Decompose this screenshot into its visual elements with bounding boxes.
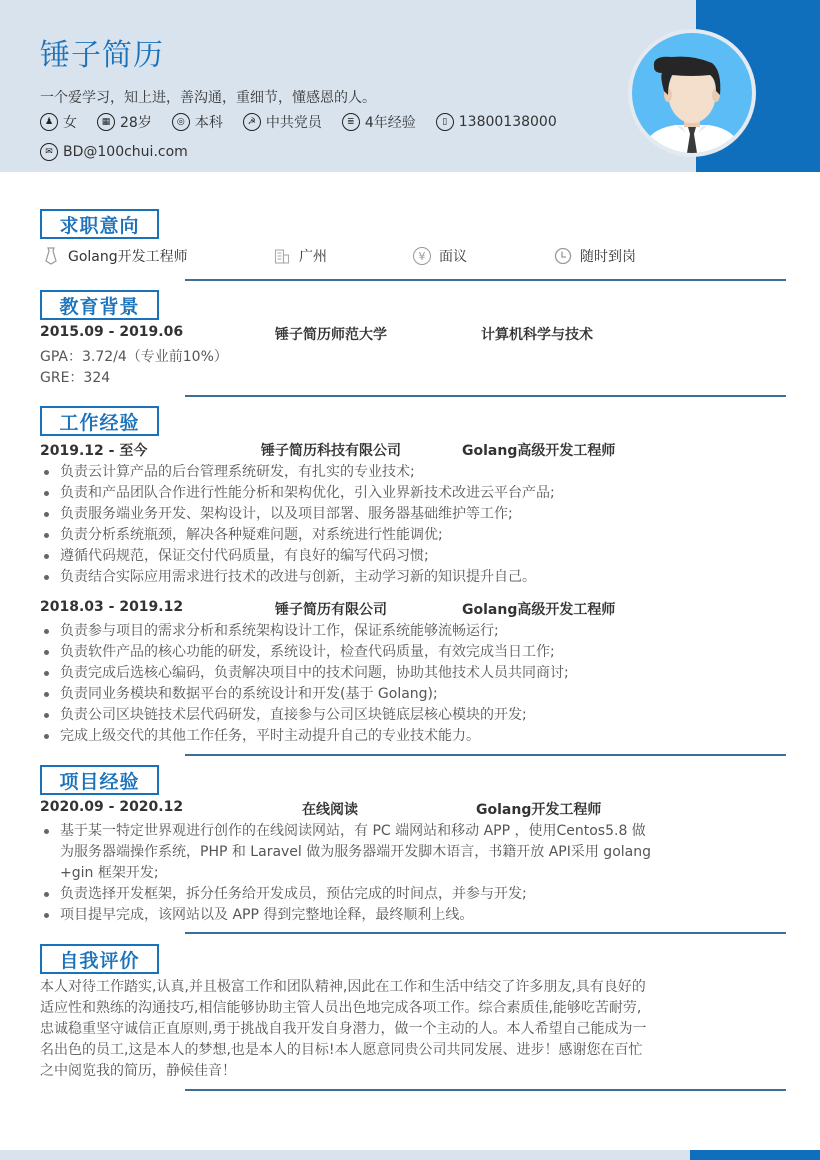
project-period: 2020.09 - 2020.12 — [40, 799, 184, 815]
section-divider — [185, 754, 786, 756]
politics-value: 中共党员 — [265, 115, 322, 131]
building-icon — [273, 247, 291, 265]
section-divider — [185, 279, 786, 281]
intent-position-value: Golang开发工程师 — [68, 249, 188, 265]
list-item: 负责分析系统瓶颈，解决各种疑难问题，对系统进行性能调优; — [40, 525, 660, 546]
intent-availability-value: 随时到岗 — [580, 249, 636, 265]
footer-accent-block — [690, 1150, 820, 1160]
intent-city-value: 广州 — [299, 249, 327, 265]
list-item: 负责云计算产品的后台管理系统研发，有扎实的专业技术; — [40, 462, 660, 483]
work-position: Golang高级开发工程师 — [462, 443, 616, 459]
list-item: 负责和产品团队合作进行性能分析和架构优化，引入业界新技术改进云平台产品; — [40, 483, 660, 504]
list-item: 项目提早完成，该网站以及 APP 得到完整地诠释，最终顺利上线。 — [40, 905, 652, 926]
experience-icon: ≣ — [342, 113, 360, 131]
personal-info-row — [40, 111, 577, 133]
education-major: 计算机科学与技术 — [481, 327, 593, 343]
phone-icon: ▯ — [436, 113, 454, 131]
info-age — [97, 112, 152, 132]
job-intent-row — [40, 246, 780, 268]
education-gpa: GPA：3.72/4（专业前10%） — [40, 349, 228, 365]
list-item: 负责软件产品的核心功能的研发，系统设计，检查代码质量，有效完成当日工作; — [40, 642, 660, 663]
info-experience — [342, 112, 416, 132]
yen-icon: ¥ — [413, 247, 431, 265]
email-value[interactable]: BD@100chui.com — [63, 144, 188, 160]
info-politics — [243, 112, 322, 132]
info-degree — [172, 112, 223, 132]
birthday-icon: ▦ — [97, 113, 115, 131]
work-company: 锤子简历有限公司 — [275, 602, 387, 618]
list-item: 负责完成后选核心编码，负责解决项目中的技术问题，协助其他技术人员共同商讨; — [40, 663, 660, 684]
person-avatar-icon — [632, 33, 752, 153]
resume-name: 锤子简历 — [40, 38, 164, 73]
avatar — [628, 29, 756, 157]
education-entry-header — [40, 324, 780, 344]
section-title-education: 教育背景 — [40, 290, 159, 320]
section-divider — [185, 395, 786, 397]
age-value: 28岁 — [120, 115, 152, 131]
work-position: Golang高级开发工程师 — [462, 602, 616, 618]
list-item: 负责选择开发框架，拆分任务给开发成员，预估完成的时间点，并参与开发; — [40, 884, 652, 905]
intent-city — [273, 246, 327, 266]
section-title-self: 自我评价 — [40, 944, 159, 974]
intent-availability — [554, 246, 636, 266]
list-item: 负责结合实际应用需求进行技术的改进与创新，主动学习新的知识提升自己。 — [40, 567, 660, 588]
list-item: 遵循代码规范，保证交付代码质量，有良好的编写代码习惯; — [40, 546, 660, 567]
info-email — [40, 143, 188, 161]
section-divider — [185, 1089, 786, 1091]
tie-icon — [42, 247, 60, 265]
list-item: 负责公司区块链技术层代码研发，直接参与公司区块链底层核心模块的开发; — [40, 705, 660, 726]
work-entry-header — [40, 440, 780, 460]
avatar-illustration — [632, 33, 752, 153]
gender-value: 女 — [63, 115, 77, 131]
intent-salary-value: 面议 — [439, 249, 467, 265]
email-row — [40, 141, 208, 163]
motto: 一个爱学习，知上进，善沟通，重细节，懂感恩的人。 — [40, 90, 376, 106]
party-icon: ☭ — [243, 113, 261, 131]
intent-position — [42, 246, 188, 266]
section-divider — [185, 932, 786, 934]
section-title-project: 项目经验 — [40, 765, 159, 795]
project-name: 在线阅读 — [302, 802, 358, 818]
education-period: 2015.09 - 2019.06 — [40, 324, 184, 340]
list-item: 基于某一特定世界观进行创作的在线阅读网站，有 PC 端网站和移动 APP ，使用Centos5.8 做为服务器端操作系统，PHP 和 Laravel 做为服务器端开发脚木语言，书籍开放 API采用 golang +gin 框架开发; — [40, 821, 652, 884]
self-evaluation-text: 本人对待工作踏实,认真,并且极富工作和团队精神,因此在工作和生活中结交了许多朋友,具有良好的适应性和熟练的沟通技巧,相信能够协助主管人员出色地完成各项工作。综合素质佳,能够吃苦耐劳,忠诚稳重坚守诚信正直原则,勇于挑战自我开发自身潜力，做一个主动的人。本人希望自己能成为一名出色的员工,这是本人的梦想,也是本人的目标!本人愿意同贵公司共同发展、进步！感谢您在百忙之中阅览我的简历，静候佳音！ — [40, 979, 647, 1079]
section-title-work: 工作经验 — [40, 406, 159, 436]
info-phone — [436, 113, 557, 131]
work-entry-header — [40, 599, 780, 619]
work-responsibilities — [40, 621, 660, 747]
experience-value: 4年经验 — [364, 115, 416, 131]
work-company: 锤子简历科技有限公司 — [261, 443, 401, 459]
phone-value[interactable]: 13800138000 — [458, 114, 557, 130]
project-details — [40, 821, 652, 926]
clock-icon — [554, 247, 572, 265]
list-item: 完成上级交代的其他工作任务，平时主动提升自己的专业技术能力。 — [40, 726, 660, 747]
list-item: 负责参与项目的需求分析和系统架构设计工作，保证系统能够流畅运行; — [40, 621, 660, 642]
list-item: 负责同业务模块和数据平台的系统设计和开发(基于 Golang); — [40, 684, 660, 705]
work-period: 2019.12 - 至今 — [40, 443, 148, 459]
intent-salary — [413, 246, 467, 266]
education-icon: ◎ — [172, 113, 190, 131]
list-item: 负责服务端业务开发、架构设计，以及项目部署、服务器基础维护等工作; — [40, 504, 660, 525]
project-entry-header — [40, 799, 780, 819]
gender-icon: ♟ — [40, 113, 58, 131]
email-icon: ✉ — [40, 143, 58, 161]
work-period: 2018.03 - 2019.12 — [40, 599, 184, 615]
work-responsibilities — [40, 462, 660, 588]
info-gender — [40, 112, 77, 132]
section-title-intent: 求职意向 — [40, 209, 159, 239]
project-role: Golang开发工程师 — [476, 802, 602, 818]
education-gre: GRE：324 — [40, 370, 111, 386]
education-school: 锤子简历师范大学 — [275, 327, 387, 343]
degree-value: 本科 — [194, 115, 223, 131]
